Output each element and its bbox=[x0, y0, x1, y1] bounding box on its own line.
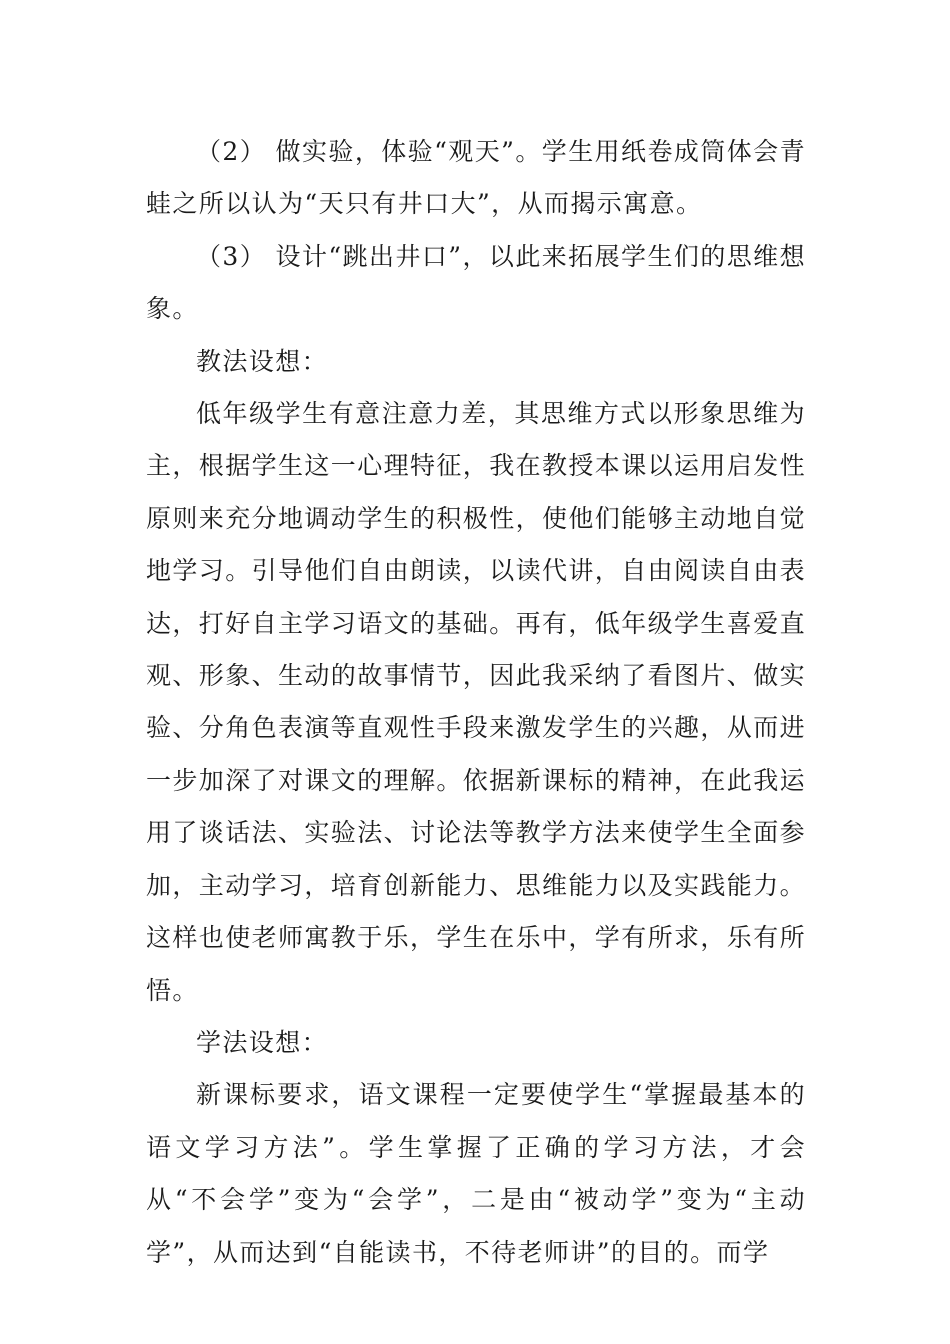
paragraph-experiment: （2） 做实验，体验“观天”。学生用纸卷成筒体会青蛙之所以认为“天只有井口大”，从而揭示寓意。 bbox=[146, 137, 806, 219]
paragraph-learning-method: 新课标要求，语文课程一定要使学生“掌握最基本的语文学习方法”。学生掌握了正确的学习方法，才会从“不会学”变为“会学”，二是由“被动学”变为“主动学”，从而达到“自能读书，不待老师讲”的目的。而学 bbox=[146, 1080, 806, 1267]
heading-teaching-method: 教法设想： bbox=[196, 346, 329, 376]
heading-learning-method: 学法设想： bbox=[196, 1027, 329, 1057]
paragraph-design: （3） 设计“跳出井口”，以此来拓展学生们的思维想象。 bbox=[146, 241, 806, 324]
document-body bbox=[146, 126, 806, 1279]
paragraph-teaching-method: 低年级学生有意注意力差，其思维方式以形象思维为主，根据学生这一心理特征，我在教授本课以运用启发性原则来充分地调动学生的积极性，使他们能够主动地自觉地学习。引导他们自由朗读，以读代讲，自由阅读自由表达，打好自主学习语文的基础。再有，低年级学生喜爱直观、形象、生动的故事情节，因此我采纳了看图片、做实验、分角色表演等直观性手段来激发学生的兴趣，从而进一步加深了对课文的理解。依据新课标的精神，在此我运用了谈话法、实验法、讨论法等教学方法来使学生全面参加，主动学习，培育创新能力、思维能力以及实践能力。这样也使老师寓教于乐，学生在乐中，学有所求，乐有所悟。 bbox=[146, 399, 807, 1005]
